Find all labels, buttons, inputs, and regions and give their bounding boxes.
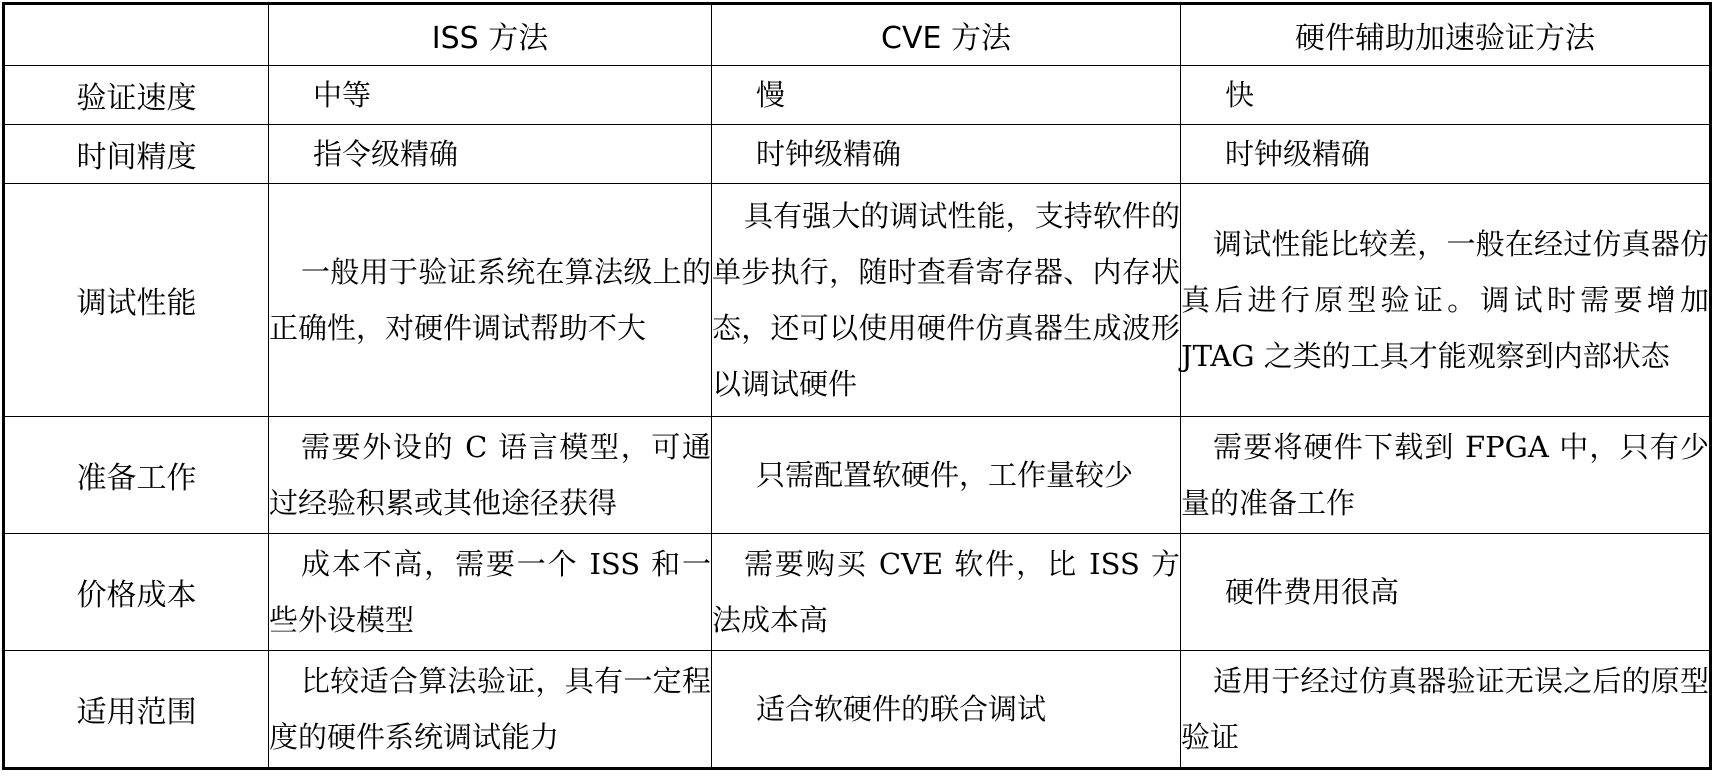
comparison-table-container: [2, 2, 1712, 770]
table-row-cost: [4, 534, 1711, 651]
row-label: 适用范围: [4, 651, 269, 769]
cell-cve: 适合软硬件的联合调试: [712, 651, 1181, 769]
header-cve-method: CVE 方法: [712, 4, 1181, 66]
table-row-time-precision: [4, 125, 1711, 184]
header-row: [4, 4, 1711, 66]
row-label: 价格成本: [4, 534, 269, 651]
table-row-debug: [4, 184, 1711, 417]
cell-hw: 快: [1181, 66, 1711, 125]
cell-iss: 需要外设的 C 语言模型，可通过经验积累或其他途径获得: [269, 417, 712, 534]
cell-cve: 具有强大的调试性能，支持软件的单步执行，随时查看寄存器、内存状态，还可以使用硬件仿真器生成波形以调试硬件: [712, 184, 1181, 417]
table-row-preparation: [4, 417, 1711, 534]
row-label: 调试性能: [4, 184, 269, 417]
row-label: 时间精度: [4, 125, 269, 184]
cell-cve: 只需配置软硬件，工作量较少: [712, 417, 1181, 534]
row-label: 验证速度: [4, 66, 269, 125]
cell-hw: 时钟级精确: [1181, 125, 1711, 184]
cell-cve: 需要购买 CVE 软件，比 ISS 方法成本高: [712, 534, 1181, 651]
cell-iss: 中等: [269, 66, 712, 125]
comparison-table: [2, 2, 1712, 770]
row-label: 准备工作: [4, 417, 269, 534]
cell-cve: 慢: [712, 66, 1181, 125]
cell-hw: 适用于经过仿真器验证无误之后的原型验证: [1181, 651, 1711, 769]
cell-hw: 硬件费用很高: [1181, 534, 1711, 651]
table-row-scope: [4, 651, 1711, 769]
header-iss-method: ISS 方法: [269, 4, 712, 66]
corner-header: [4, 4, 269, 66]
cell-iss: 成本不高，需要一个 ISS 和一些外设模型: [269, 534, 712, 651]
cell-iss: 指令级精确: [269, 125, 712, 184]
header-hw-accel-method: 硬件辅助加速验证方法: [1181, 4, 1711, 66]
cell-hw: 需要将硬件下载到 FPGA 中，只有少量的准备工作: [1181, 417, 1711, 534]
table-row-speed: [4, 66, 1711, 125]
cell-hw: 调试性能比较差，一般在经过仿真器仿真后进行原型验证。调试时需要增加 JTAG 之类的工具才能观察到内部状态: [1181, 184, 1711, 417]
cell-cve: 时钟级精确: [712, 125, 1181, 184]
cell-iss: 比较适合算法验证，具有一定程度的硬件系统调试能力: [269, 651, 712, 769]
cell-iss: 一般用于验证系统在算法级上的正确性，对硬件调试帮助不大: [269, 184, 712, 417]
